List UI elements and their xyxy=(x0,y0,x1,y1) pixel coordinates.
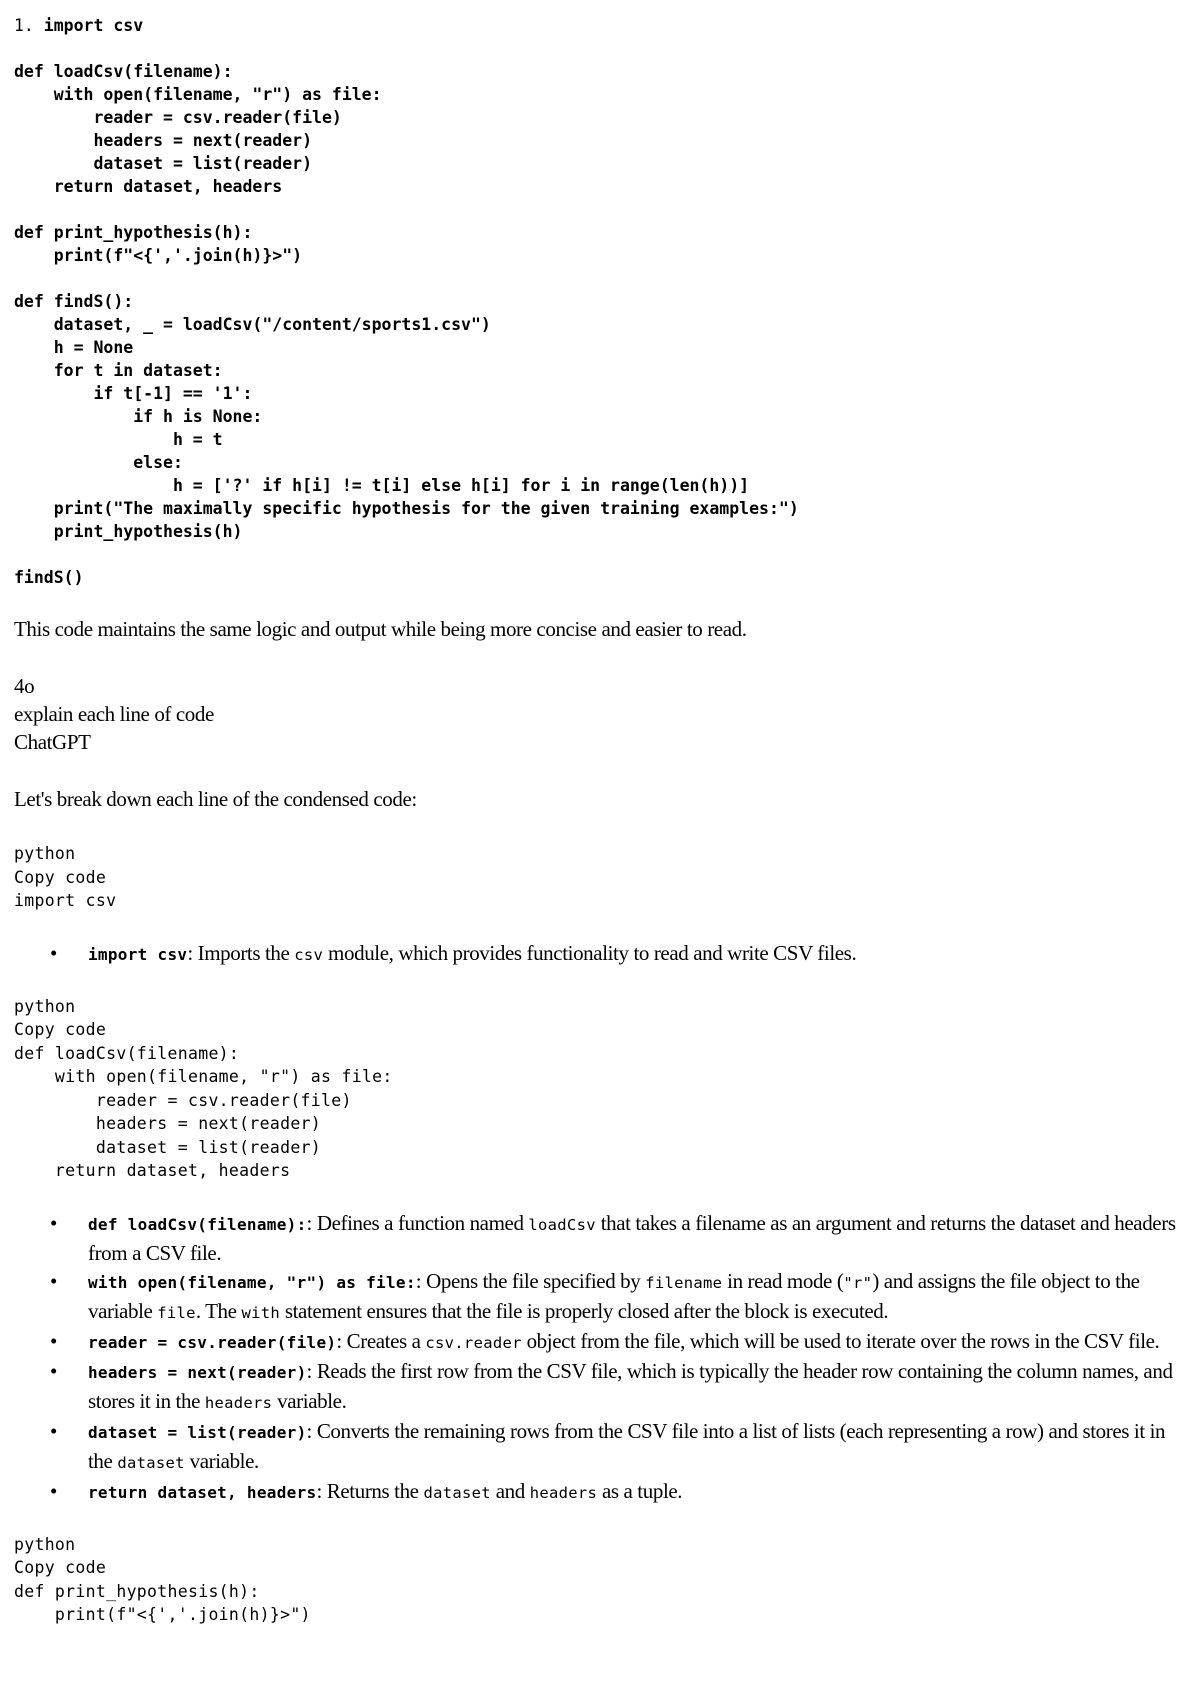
code-block-lang: python xyxy=(14,996,76,1016)
code-block-lang: python xyxy=(14,844,76,863)
code-listing xyxy=(14,14,1186,589)
list-number: 1. xyxy=(14,16,34,35)
code-block: def print_hypothesis(h): print(f"<{','.join(h)}>") xyxy=(14,1581,311,1624)
intro-text: Let's break down each line of the condensed code: xyxy=(14,787,417,811)
document xyxy=(14,14,1186,1627)
explanation-list xyxy=(14,1209,1186,1507)
model-label: 4o xyxy=(14,674,35,698)
list-item: • with open(filename, "r") as file:: Opens the file specified by filename in read mode ("r") and assigns the file object to the variable file. The with statement ensures that the file is properly closed after the block is executed. xyxy=(50,1268,1140,1323)
summary-text: This code maintains the same logic and output while being more concise and easier to read. xyxy=(14,617,747,641)
explanation-list xyxy=(14,939,1186,969)
list-item: • return dataset, headers: Returns the dataset and headers as a tuple. xyxy=(50,1478,683,1503)
list-item: • import csv: Imports the csv module, which provides functionality to read and write CSV files. xyxy=(50,940,857,965)
copy-code-button[interactable]: Copy code xyxy=(14,867,107,887)
list-item: • headers = next(reader): Reads the first row from the CSV file, which is typically the header row containing the column names, and stores it in the headers variable. xyxy=(50,1358,1173,1413)
code-block: def loadCsv(filename): with open(filename, "r") as file: reader = csv.reader(file) headers = next(reader) dataset = list(reader) return dataset, headers xyxy=(14,1043,393,1180)
code-listing-text: import csv def loadCsv(filename): with open(filename, "r") as file: reader = csv.reader(file) headers = next(reader) dataset = list(reader) return dataset, headers def print_hypothesis(h): print(f"<{','.join(h)}>") def findS(): dataset, _ = loadCsv("/content/sports1.csv") h = None for t in dataset: if t[-1] == '1': if h is None: h = t else: h = ['?' if h[i] != t[i] else h[i] for i in range(len(h))] print("The maximally specific hypothesis for the given training examples:") print_hypothesis(h) findS() xyxy=(14,16,799,587)
list-item: • def loadCsv(filename):: Defines a function named loadCsv that takes a filename as an argument and returns the dataset and headers from a CSV file. xyxy=(50,1210,1176,1265)
list-item: • dataset = list(reader): Converts the remaining rows from the CSV file into a list of lists (each representing a row) and stores it in the dataset variable. xyxy=(50,1418,1166,1473)
code-block: import csv xyxy=(14,891,117,910)
list-item: • reader = csv.reader(file): Creates a csv.reader object from the file, which will be used to iterate over the rows in the CSV file. xyxy=(50,1328,1160,1353)
code-block-lang: python xyxy=(14,1534,76,1554)
copy-code-button[interactable]: Copy code xyxy=(14,1558,107,1577)
user-message: explain each line of code xyxy=(14,702,214,726)
assistant-name: ChatGPT xyxy=(14,730,91,754)
copy-code-button[interactable]: Copy code xyxy=(14,1020,107,1039)
